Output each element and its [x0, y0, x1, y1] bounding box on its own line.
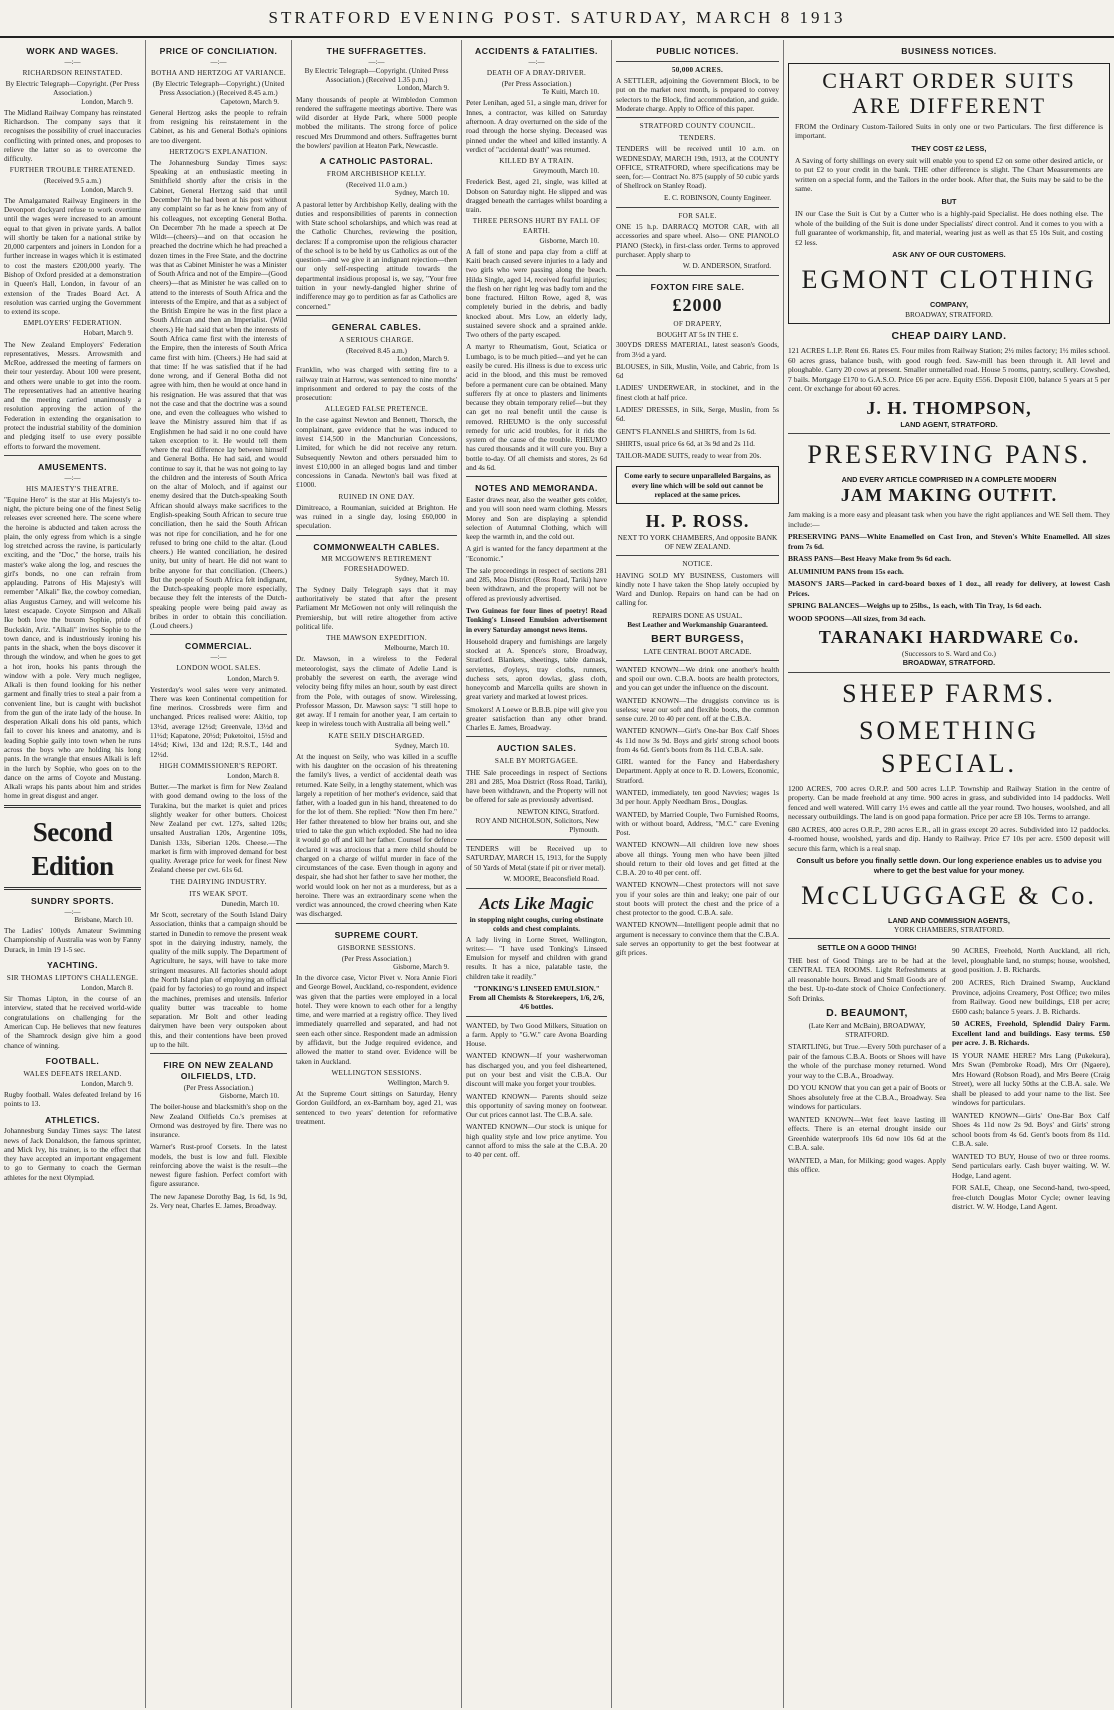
heading-suffragettes: THE SUFFRAGETTES.	[326, 46, 427, 56]
column-accidents: ACCIDENTS & FATALITIES. —:— DEATH OF A DRAY-DRIVER. (Per Press Association.) Te Kuiti, March 10. Peter Lenihan, aged 51, a single man, driver for Innes, a contractor, was killed on Saturday afternoon. A dray overturned on the side of the road through the horse shying. Deceased was pinned under the wheel and killed instantly. A verdict of "accidental death" was returned. KILLED BY A TRAIN. Greymouth, March 10. Frederick Best, aged 21, single, was killed at Dobson on Saturday night. He slipped and was dragged beneath the carriages whilst boarding a train. THREE PERSONS HURT BY FALL OF EARTH. Gisborne, March 10. A fall of stone and papa clay from a cliff at Kaiti beach caused severe injuries to a lady and two girls who were passing along the beach. Hilda Single, aged 14, received fearful injuries; the flesh on her right leg was badly torn and the bone fractured. Hilton Rowe, aged 8, was completely buried in the debris, and badly knocked about. Mrs Low, an elderly lady, sustained severe shock and a sprained ankle. Two others of the party escaped. A martyr to Rheumatism, Gout, Sciatica or Lumbago, is to be much pitied—and yet he can easily be cured. His illness is due to excess uric acid in the blood, and this must be removed before a permanent cure can be obtained. Many sufferers fly at once to plasters and liniments because they obtain temporary relief—but they can get no real benefit until the cause is removed. RHEUMO is the only successful remedy for uric acid troubles, for it rids the system of the cause of the trouble. RHEUMO has cured thousands and it will cure you. Buy a bottle to-day. Of all chemists and stores, 2s 6d and 4s 6d. NOTES AND MEMORANDA. Easter draws near, also the weather gets colder, and you will soon need warm clothing. Messrs Morey and Son are displaying a splendid selection of Autumnal Clothing, which will keep the warmth in, and the cold out. A girl is wanted for the fancy department at the "Economic." The sale proceedings in respect of sections 281 and 285, Moa District (Ross Road, Tariki) have been withdrawn, and the property will not be offered as previously advertised. Two Guineas for four lines of poetry! Read Tonking's Linseed Emulsion advertisement in every Saturday amongst news items. Household drapery and furnishings are largely stocked at A. Spence's store, Broadway, Stratford. Blankets, sheetings, table damask, serviettes, d'oyleys, tray cloths, runners, duchess sets, apron dowlas, glass cloth, honeycomb and Marcella quilts are shown in great variety and marked at lowest prices. Smokers! A Loewe or B.B.B. pipe will give you greater satisfaction than any other brand. Charles E. James, Broadway. AUCTION SALES. SALE BY MORTGAGEE. THE Sale proceedings in respect of Sections 281 and 285, Moa District (Ross Road, Tariki), have been withdrawn, and the Property will not be offered for sale as previously advertised. NEWTON KING, Stratford. ROY AND NICHOLSON, Solicitors, New Plymouth. TENDERS will be Received up to SATURDAY, MARCH 15, 1913, for the Supply of 50 Yards of Metal (state if pit or river metal). W. MOORE, Beaconsfield Road. Acts Like Magic in stopping night coughs, curing obstinate colds and chest complaints. A lady living in Lorne Street, Wellington, writes:— "I have used Tonking's Linseed Emulsion for myself and children with grand results. It has a nice, palatable taste, the children take it readily." "TONKING'S LINSEED EMULSION." From all Chemists & Storekeepers, 1/6, 2/6, 4/6 bottles. WANTED, by Two Good Milkers, Situation on a farm. Apply to "G.W." care Avona Boarding House. WANTED KNOWN—If your washerwoman has discharged you, and you feel disheartened, put on your best and visit the C.B.A. Our discount will make you forget your troubles. WANTED KNOWN— Parents should seize this opportunity of saving money on footwear. Our cut prices cannot last. The C.B.A. sale. WANTED KNOWN—Our stock is unique for high quality style and low price anytime. You cannot afford to miss the sale at the C.B.A. 20 to 40 per cent. off.	[462, 40, 612, 1708]
late-boot-arcade: LATE CENTRAL BOOT ARCADE.	[643, 646, 752, 656]
heading-price-of-conciliation: PRICE OF CONCILIATION.	[159, 46, 278, 56]
chart-suits-title: CHART ORDER SUITS ARE DIFFERENT	[822, 67, 1076, 119]
heading-notes-memoranda: NOTES AND MEMORANDA.	[475, 483, 598, 494]
article-text: "Equine Hero" is the star at His Majesty's to-night, the picture being one of the finest Selig releases ever screened here. The scene where the heroine is abducted and taken across the plain, the only egress from which is a single log stretched across the ravine, is particularly exciting, and the "Doc," the horse, trails his master's wake along the log, and rescues the girl's bonds, no one can refrain from applauding. Patrons of His Majesty's will remember "Alkali" Ike, the cowboy comedian, alias Augustus Carney, and will welcome his latest escapade. Coyote Simpson and Alkali Ike both love the buxom Sophie, pride of Buckskin, Ariz. "Alkali" invites Sophie to the town dance, and is industriously ironing his pants in the shack, when the boys discover it through the window, and when he goes to get a hot iron, hooks his pants through the window with a pole. Very much negligee, Alkali is then found looking for his nether garment and finally tries to steal a pair from a convenient line, but is caught with buckshot from the gun of the irate lady of the house. In desperation Alkali dons his old pants, which fail to cover his knees and anatomy, and is leading Sophie gaily into town when he runs across the boys who are holding his long pants. In the wrangle that ensues Alkali is left in the lurch by Sophie, who goes on to the dance on the arms of Coyote and Mustang. Alkali wraps his pants about him and strides home in great disgust and anger.	[4, 494, 141, 801]
column-suffragettes: THE SUFFRAGETTES. —:— By Electric Telegraph—Copyright. (United Press Association.) (Received 1.35 p.m.) London, March 9. Many thousands of people at Wimbledon Common rendered the suffragette meetings abortive. There was wild disorder at Hyde Park, where 5000 people mobbed the militants. The strong force of police rescued Mrs Drummond and others. Suffragettes burnt the bowlers' pavilion at Heaton Park, Newcastle. A CATHOLIC PASTORAL. FROM ARCHBISHOP KELLY. (Received 11.0 a.m.) Sydney, March 10. A pastoral letter by Archbishop Kelly, dealing with the duties and responsibilities of parents in connection with State school scholarships, and which was read at the Catholic Churches, reviewing the position, declares: If a compromise upon the religious character of the school is to be held by us Catholics as out of the question—and we give it an indignant rejection—then our only self-respecting attitude towards the departmental insidious proposal is, we say, "Your free tuition in your newly-dangled higher shrine of indifference may go to perdition as far as Catholics are concerned." GENERAL CABLES. A SERIOUS CHARGE. (Received 8.45 a.m.) London, March 9. Franklin, who was charged with setting fire to a railway train at Harrow, was sentenced to nine months' imprisonment and ordered to pay the costs of the prosecution: ALLEGED FALSE PRETENCE. In the case against Newton and Bennett, Thorsch, the complainant, gave evidence that he was induced to invest £14,500 in the Manchurian Concessions, Limited, for which he did not receive any return. Subsequently Newton and others persuaded him to invest £10,000 in an alleged bogus land and timber concessions in Canada. Newton's bail was fixed at £1000. RUINED IN ONE DAY. Dimitreaco, a Roumanian, suicided at Brighton. He was ruined in a single day, losing £60,000 in speculation. COMMONWEALTH CABLES. MR MCGOWEN'S RETIREMENT FORESHADOWED. Sydney, March 10. The Sydney Daily Telegraph says that it may authoritatively be stated that after the present Parliament Mr McGowen not only will relinquish the Premiership, but will retire altogether from active political life. THE MAWSON EXPEDITION. Melbourne, March 10. Dr. Mawson, in a wireless to the Federal meteorologist, says the climate of Adelie Land is probably the severest on earth, the average wind velocity being fifty miles an hour, south by east direct from the Pole, with outages of snow. Wirelessing, Professor Masson, Dr. Mawson says: "I still hope to get away. If I remain for another year, I am certain to keep in wireless touch with Australia all being well." KATE SEILY DISCHARGED. Sydney, March 10. At the inquest on Seily, who was killed in a scuffle with his daughter on the occasion of his threatening the family's lives, a verdict of accidental death was returned. Kate Seily, in a lengthy statement, which was largely a repetition of her mother's evidence, said that father, with a loaded gun in his hand, threatened to do for the lot of them. She replied: "Now then I'm here." Her father threatened to blow her brains out, and she tried to take the gun which exploded. She had no idea it would go off and kill her father. Counsel for defence declared it was atrocious that a mere child should be charged on a charge of wilful murder in face of the circumstances of the case. Even though in agony and despair, she had shot her father to save her mother, the world would look on her not as a murderess, but as a heroine. There was an extraordinary scene when the verdict was announced, the crowd cheering when Kate was discharged. SUPREME COURT. GISBORNE SESSIONS. (Per Press Association.) Gisborne, March 9. In the divorce case, Victor Pivet v. Nora Annie Fiori and George Bowel, Auckland, co-respondent, evidence was given that the parties were employed in a local hotel. They were known to each other for a lengthy time, and were married at a registry office. They lived immediately quarrelled and separated, and had not seen each other since. Respondent made an admission by affidavit, but the Judge required evidence, and allowed the matter to stand over. Evidence will be taken in Auckland. WELLINGTON SESSIONS. Wellington, March 9. At the Supreme Court sittings on Saturday, Henry Gordon Guildford, an ex-Barnham boy, aged 21, was sentenced to two years' detention for reformative treatment.	[292, 40, 462, 1708]
heading-commonwealth-cables: COMMONWEALTH CABLES.	[313, 541, 440, 552]
paragraph: The new Japanese Dorothy Bag, 1s 6d, 1s 9d, 2s. Very neat, Charles E. James, Broadway.	[150, 1191, 287, 1210]
wanted-ad: WANTED KNOWN—If your washerwoman has discharged you, and you feel disheartened, put on your best and visit the C.B.A. Our discount will make you forget your troubles.	[466, 1051, 607, 1089]
article-text: Sir Thomas Lipton, in the course of an interview, stated that he received world-wide congratulations on challenging for the American Cup. He believes that new features of the Shamrock design give him a good chance of winning.	[4, 994, 141, 1050]
subhead: WALES DEFEATS IRELAND.	[23, 1069, 122, 1078]
notice-text: TENDERS will be received until 10 a.m. on WEDNESDAY, MARCH 19th, 1913, at the COUNTY OFFICE, STRATFORD, where specifications may be seen, for:— Contract No. 875 (supply of 50 cubic yards of Shellrock on Stanley Road).	[616, 144, 779, 191]
subhead: HIS MAJESTY'S THEATRE.	[25, 484, 120, 493]
sale-item: SHIRTS, usual price 6s 6d, at 3s 9d and 2s 11d.	[616, 438, 755, 448]
column-business-notices: BUSINESS NOTICES. CHART ORDER SUITS ARE DIFFERENT FROM the Ordinary Custom-Tailored Suits in only one or two Particulars. The first difference is important. THEY COST £2 LESS, A Saving of forty shillings on every suit will enable you to spend £2 on some other desired article, or to put £2 to your credit in the bank. THE other difference is slight. The Chart Measurements are written on a special form, and the Tailors in the order book. After that, the Suits may be said to be the same. BUT IN our Case the Suit is Cut by a Cutter who is a highly-paid Specialist. He does nothing else. The whole of the building of the Suit is done under Specialists' direct control. And it comes to you with a full guarantee of workmanship, fit, and material, wearing just as well as that £5 10s Suit, and costing £2 less. ASK ANY OF OUR CUSTOMERS. EGMONT CLOTHING COMPANY, BROADWAY, STRATFORD. CHEAP DAIRY LAND. 121 ACRES L.I.P. Rent £6. Rates £5. Four miles from Railway Station; 2½ miles factory; 1½ miles school. 60 acres grass, balance bush, with good rough feed. Saw-mill has been through it. All level and ploughable. Carry 20 cows at present. Smaller unmetalled road. House 5 rooms, pantry, scullery. Cowshed, 7 bails. Mortgage £170 to G.A.S.O. Price £6 per acre. Equity £556. Deposit £100, balance 5 years at 5 per cent. Or exchange for about 60 acres. J. H. THOMPSON, LAND AGENT, STRATFORD. PRESERVING PANS. AND EVERY ARTICLE COMPRISED IN A COMPLETE MODERN JAM MAKING OUTFIT. Jam making is a more easy and pleasant task when you have the right appliances and WE Sell them. They include:— PRESERVING PANS—White Enamelled on Cast Iron, and Steven's White Enamelled. All sizes from 7s 6d. BRASS PANS—Best Heavy Make from 9s 6d each. ALUMINIUM PANS from 15s each. MASON'S JARS—Packed in card-board boxes of 1 doz., all ready for delivery, at lowest Cash Prices. SPRING BALANCES—Weighs up to 25lbs., 1s each, with Tin Tray, 1s 6d each. WOOD SPOONS—All sizes, from 3d each. TARANAKI HARDWARE Co. (Successors to S. Ward and Co.) BROADWAY, STRATFORD. SHEEP FARMS. SOMETHING SPECIAL. 1200 ACRES, 700 acres O.R.P. and 500 acres L.I.P. Township and Railway Station in the centre of property. Can be made freehold at any time. 900 acres in grass, and subdivided into 14 paddocks. Well fenced and well watered. Will carry 1½ ewes and cattle all the year round. Two houses, woolshed, and all necessary outbuildings. The land is on good papa formation. Price per acre £8 10s. Terms to arrange. 680 ACRES, 400 acres O.R.P., 280 acres E.R., all in grass except 20 acres. Subdivided into 12 paddocks. 4-roomed house, woolshed, yards and dip. Handy to Railway. Price £7 10s per acre. £500 deposit will secure this farm, which is a real snap. Consult us before you finally settle down. Our long experience enables us to advise you where to get the best value for your money. McCLUGGAGE & Co. LAND AND COMMISSION AGENTS, YORK CHAMBERS, STRATFORD. SETTLE ON A GOOD THING! THE best of Good Things are to be had at the CENTRAL TEA ROOMS. Light Refreshments at all reasonable hours. Bread and Small Goods are of the best. Up-to-date stock of Choice Confectionery. Soft Drinks. D. BEAUMONT, (Late Kerr and McBain), BROADWAY, STRATFORD. STARTLING, but True.—Every 50th purchaser of a pair of the famous C.B.A. Boots or Shoes will have the whole of the purchase money returned. Wond your way to the C.B.A., Broadway. DO YOU KNOW that you can get a pair of Boots or Shoes absolutely free at the C.B.A., Broadway. Sea windows for particulars. WANTED KNOWN—Wet feet leave lasting ill effects. There is an eternal drought inside our Greenhide waterproofs 10s 6d now 10s 6d at the C.B.A. sale. WANTED, a Man, for Milking; good wages. Apply this office. 90 ACRES, Freehold, North Auckland, all rich, level, ploughable land, no stumps; house, woolshed, good position. J. B. Richards. 200 ACRES, Rich Drained Swamp, Auckland Province, adjoins Creamery, Post Office; two miles from Railway. Good new buildings, £18 per acre; £600 cash; balance 5 years. J. B. Richards. 50 ACRES, Freehold, Splendid Dairy Farm. Excellent land and buildings. Easy terms. £50 per acre. J. B. Richards. IS YOUR NAME HERE? Mrs Lang (Pukekura), Mrs Swan (Pembroke Road), Mrs Orr (Ngaere), Mrs Howard (Robson Road), and Mrs Beere (Craig Street), were all lucky 50ths at the C.B.A. sale. We shall be pleased to add your name to the list. See windows for particulars. WANTED KNOWN—Girls' One-Bar Box Calf Shoes 4s 11d now 2s 9d. Boys' and Girls' strong school boots from 4s 6d. Gent's boots from 8s 11d. C.B.A. sale. WANTED TO BUY, House of two or three rooms. Send particulars early. Cash buyer waiting. W. W. Hodge, Land agent. FOR SALE, Cheap, one Second-hand, two-speed, free-clutch Douglas Motor Cycle; owner leaving district. W. W. Hodge, Land Agent.	[788, 46, 1110, 1212]
paragraph: The sale proceedings in respect of sections 281 and 285, Moa District (Ross Road, Tariki) have been withdrawn, and the property will not be offered as previously advertised.	[466, 565, 607, 603]
notice-text: ONE 15 h.p. DARRACQ MOTOR CAR, with all accessories and spare wheel. Also— ONE PIANOLO PIANO (Steck), in first-class order. Terms to approved purchaser. Apply sharp to	[616, 222, 779, 259]
fire-sale-note: BOUGHT AT 5s IN THE £.	[656, 330, 739, 340]
dateline: London, March 8.	[227, 771, 279, 780]
fire-sale-box: Come early to secure unparalleled Bargains, as every line which will be sold out cannot be replaced at the same prices.	[616, 466, 779, 504]
repairs-line: REPAIRS DONE AS USUAL.	[652, 610, 743, 620]
advert-rheumo: A martyr to Rheumatism, Gout, Sciatica or Lumbago, is to be much pitied—and yet he can easily be cured. His illness is due to excess uric acid in the blood, and this must be removed before a permanent cure can be obtained. Many sufferers fly at once to plasters and liniments because they obtain temporary relief—but they can get no real benefit until the cause is removed. RHEUMO is the only successful remedy for uric acid troubles, for it rids the system of the cause of the trouble. RHEUMO has cured thousands and it will cure you. Buy a bottle to-day. Of all chemists and stores, 2s 6d and 4s 6d.	[466, 342, 607, 472]
pans-item: MASON'S JARS—Packed in card-board boxes of 1 doz., all ready for delivery, at lowest Cash Prices.	[788, 579, 1110, 598]
article-text: Dimitreaco, a Roumanian, suicided at Brighton. He was ruined in a single day, losing £60,000 in speculation.	[296, 502, 457, 531]
column-work-wages: WORK AND WAGES. —:— RICHARDSON REINSTATED. By Electric Telegraph—Copyright. (Per Press Association.) London, March 9. The Midland Railway Company has reinstated Richardson. The company says that it recognises the possibility of cruel inaccuracies conflicting with printed ones, and proposes to relieve the latter so as to overcome the difficulty. FURTHER TROUBLE THREATENED. (Received 9.5 a.m.) London, March 9. The Amalgamated Railway Engineers in the Devonport dockyard refuse to work overtime until the wages were increased to an amount equal to that given in private yards. A ballot will shortly be taken for a national strike by 20,000 carpenters and joiners in London for a further increase in wages which it is estimated to cost the masters £200,000 yearly. The Bishop of Oxford presided at a demonstration in Queen's Hall, London, in favour of an extension of the Trades Board Act. A resolution was carried urging the Government to extend its scope. EMPLOYERS' FEDERATION. Hobart, March 9. The New Zealand Employers' Federation representatives, Messrs. Arrowsmith and McRoe, addressed the meeting of farmers on their tour yesterday. About 100 were present, and others were unable to get into the room. The representatives had an attentive hearing and the meeting carried unanimously a resolution approving the action of the Federation in extending the organisation to protect the industrial stability of the dominion and pledging itself to use every possible efforts to forward the movement. AMUSEMENTS. —:— HIS MAJESTY'S THEATRE. "Equine Hero" is the star at His Majesty's to-night, the picture being one of the finest Selig releases ever screened here. The scene where the heroine is abducted and taken across the plain, the only egress from which is a single log stretched across the ravine, is particularly exciting, and the "Doc," the horse, trails his master's wake along the log, and rescues the girl's bonds, no one can refrain from applauding. Patrons of His Majesty's will remember "Alkali" Ike, the cowboy comedian, alias Augustus Carney, and will welcome his latest escapade. Coyote Simpson and Alkali Ike both love the buxom Sophie, pride of Buckskin, Ariz. "Alkali" invites Sophie to the town dance, and is industriously ironing his pants in the shack, when the boys discover it through the window, and when he goes to get a hot iron, hooks his pants through the window with a pole. Very much negligee, Alkali is then found looking for his nether garment and finally tries to steal a pair from a convenient line, but is caught with buckshot from the gun of the irate lady of the house. In desperation Alkali dons his old pants, which fail to cover his knees and anatomy, and is leading Sophie gaily into town when he runs across the boys who are holding his long pants. In the wrangle that ensues Alkali is left in the lurch by Sophie, who goes on to the dance on the arms of Coyote and Mustang. Alkali wraps his pants about him and strides home in great disgust and anger. Second Edition SUNDRY SPORTS. —:— Brisbane, March 10. The Ladies' 100yds Amateur Swimming Championship of Australia was won by Fanny Durack, in 1min 19 1-5 sec. YACHTING. SIR THOMAS LIPTON'S CHALLENGE. London, March 8. Sir Thomas Lipton, in the course of an interview, stated that he received world-wide congratulations on challenging for the American Cup. He believes that new features of the Shamrock design give him a good chance of winning. FOOTBALL. WALES DEFEATS IRELAND. London, March 9. Rugby football. Wales defeated Ireland by 16 points to 13. ATHLETICS. Johannesburg Sunday Times says: The latest news of Jack Donaldson, the famous sprinter, and Mick Ivy, his trainer, is to the effect that they have accepted an important engagement to go to Germany to coach the German athletes for the next Olympiad.	[0, 40, 146, 1708]
tender-notice: TENDERS will be Received up to SATURDAY, MARCH 15, 1913, for the Supply of 50 Yards of Metal (state if pit or river metal).	[466, 844, 607, 872]
paragraph: Smokers! A Loewe or B.B.B. pipe will give you greater satisfaction than any other brand. Charles E. James, Broadway.	[466, 704, 607, 733]
subhead: STRATFORD COUNTY COUNCIL.	[639, 122, 756, 131]
masthead-title: STRATFORD EVENING POST. SATURDAY, MARCH 8 1913	[268, 8, 846, 27]
signature: NEWTON KING, Stratford.	[517, 807, 599, 816]
column-public-notices	[612, 40, 784, 1708]
heading-catholic-pastoral: A CATHOLIC PASTORAL.	[319, 156, 434, 167]
subhead: NOTICE.	[682, 560, 713, 569]
byline: (By Electric Telegraph—Copyright.) (United Press Association.) (Received 8.45 a.m.)	[152, 79, 285, 98]
subhead: 50,000 ACRES.	[671, 65, 724, 74]
cheap-dairy-land: CHEAP DAIRY LAND.	[891, 330, 1007, 342]
wanted-ad: WANTED KNOWN—We drink one another's health and spoil our own. C.B.A. boots are health protectors, and you can get under the influence on the discount.	[616, 664, 779, 693]
dairy-text: 121 ACRES L.I.P. Rent £6. Rates £5. Four miles from Railway Station; 2½ miles factory; 1½ miles school. 60 acres grass, balance bush, with good rough feed. Saw-mill has been through it. All level and ploughable. Carry 20 cows at present. Smaller unmetalled road. House 5 rooms, pantry, scullery. Cowshed, 7 bails. Mortgage £170 to G.A.S.O. Price £6 per acre. Equity £556. Deposit £100, balance 5 years at 5 per cent. Or exchange for about 60 acres.	[788, 346, 1110, 394]
subhead: GISBORNE SESSIONS.	[337, 943, 416, 952]
second-edition-banner: Second Edition	[31, 816, 114, 881]
sheep-farms: SHEEP FARMS.	[842, 678, 1056, 708]
heading-football: FOOTBALL.	[45, 1055, 100, 1066]
article-text: Yesterday's wool sales were very animated. There was keen Continental competition for fine merinos. Crossbreds were firm and unchanged. Prices realised were: Akitio, top 13½d, average 12½d; Greenvale, 13½d and 11½d; Kapatone, 20½d; Puketoitoi, 15½d and 14½d; Kiwi, 13d and 12d; R.S.T., 14d and 12½d.	[150, 684, 287, 759]
dateline: London, March 9.	[397, 355, 449, 364]
received: (Received 9.5 a.m.)	[43, 176, 102, 186]
heading-accidents: ACCIDENTS & FATALITIES.	[475, 46, 598, 56]
article-text: The Sydney Daily Telegraph says that it may authoritatively be stated that after the present Parliament Mr McGowen not only will relinquish the Premiership, but will retire altogether from active political life.	[296, 584, 457, 631]
article-text: In the divorce case, Victor Pivet v. Nora Annie Fiori and George Bowel, Auckland, co-respondent, evidence was given that the parties were employed in a local hotel. They were known to each other for a lengthy time, and were married at a registry office. They lived immediately quarrelled and separated, and had not seen each other since. Respondent made an admission by affidavit, but the Judge required evidence, and allowed the matter to stand over. Evidence will be taken in Auckland.	[296, 973, 457, 1066]
subhead: TENDERS.	[679, 134, 716, 143]
mccluggage: McCLUGGAGE & Co.	[801, 880, 1097, 910]
subhead: SIR THOMAS LIPTON'S CHALLENGE.	[6, 973, 139, 982]
bert-burgess: BERT BURGESS,	[651, 633, 744, 646]
subhead: BOTHA AND HERTZOG AT VARIANCE.	[151, 68, 286, 77]
article-text: Franklin, who was charged with setting fire to a railway train at Harrow, was sentenced to nine months' imprisonment and ordered to pay the costs of the prosecution:	[296, 365, 457, 403]
article-text: In the case against Newton and Bennett, Thorsch, the complainant, gave evidence that he was induced to invest £14,500 in the Manchurian Concessions, Limited, for which he did not receive any return. Subsequently Newton and others persuaded him to invest £10,000 in an alleged bogus land and timber concessions in Canada. Newton's bail was fixed at £1000.	[296, 415, 457, 490]
article-text: The Ladies' 100yds Amateur Swimming Championship of Australia was won by Fanny Durack, in 1min 19 1-5 sec.	[4, 926, 141, 954]
dateline: Brisbane, March 10.	[74, 916, 133, 925]
pans-item: SPRING BALANCES—Weighs up to 25lbs., 1s each, with Tin Tray, 1s 6d each.	[788, 601, 1042, 611]
magic-sub: in stopping night coughs, curing obstinate colds and chest complaints.	[469, 914, 604, 934]
subhead: MR MCGOWEN'S RETIREMENT FORESHADOWED.	[321, 555, 432, 573]
sale-item: 300YDS DRESS MATERIAL, latest season's Goods, from 3½d a yard.	[616, 340, 779, 359]
notice-text: A SETTLER, adjoining the Government Block, to be put on the market next month, is prepared to convey selectors to the Block, find accommodation, and guide. Moderate charge. Apply to Office of this paper.	[616, 76, 779, 113]
subhead: HERTZOG'S EXPLANATION.	[169, 147, 268, 156]
paragraph: Two Guineas for four lines of poetry! Read Tonking's Linseed Emulsion advertisement in every Saturday amongst news items.	[466, 606, 607, 634]
guarantee-line: Best Leather and Workmanship Guaranteed.	[627, 619, 768, 629]
wanted-ad: WANTED KNOWN—Intelligent people admit that no argument is necessary to convince them that the C.B.A. sale serves an opportunity to get the best footwear at gift prices.	[616, 920, 779, 958]
article-text: Dr. Mawson, in a wireless to the Federal meteorologist, says the climate of Adelie Land is probably the severest on earth, the average wind velocity being fifty miles an hour, south by east direct from the Pole, with outages of snow. Wirelessing, Professor Masson, Dr. Mawson says: "I still hope to get away. If I remain for another year, I am certain to keep in wireless touch with Australia all being well."	[296, 654, 457, 729]
byline: (Per Press Association.)	[183, 1082, 254, 1092]
dateline: Capetown, March 9.	[220, 97, 279, 106]
magic-product: "TONKING'S LINSEED EMULSION."	[473, 983, 600, 993]
dateline: Gisborne, March 10.	[539, 236, 599, 245]
heading-athletics: ATHLETICS.	[45, 1114, 100, 1125]
wanted-ad: WANTED KNOWN—The druggists convince us is useless; wear our soft and flexible boots, the common sense cure. 20 to 40 per cent. off at the C.B.A.	[616, 695, 779, 724]
heading-public-notices: PUBLIC NOTICES.	[656, 46, 739, 56]
article-text: THE Sale proceedings in respect of Sections 281 and 285, Moa District (Ross Road, Tariki), have been withdrawn, and the Property will not be offered for sale as previously advertised.	[466, 767, 607, 805]
dateline: Hobart, March 9.	[83, 329, 133, 338]
dateline: Greymouth, March 10.	[533, 167, 599, 176]
subhead: THREE PERSONS HURT BY FALL OF EARTH.	[472, 217, 601, 235]
heading-supreme-court: SUPREME COURT.	[334, 929, 419, 940]
article-text: Mr Scott, secretary of the South Island Dairy Association, thinks that a campaign should be started in Dunedin to remove the present weak spot in the dairying industry, namely, the quality of the milk supply. The Department of Agriculture, he says, will have to take more stringent measures. All factories should adopt the North Island plan of employing an official (paid for by factories) to go round and inspect the machines, premises and utensils. Inferior quality butter was traceable to home separation. Mr Bolt and other leading dairymen have been very outspoken about this, and their contentions have been proved up to the hilt.	[150, 910, 287, 1049]
dateline: London, March 9.	[81, 185, 133, 194]
egmont-clothing: EGMONT CLOTHING	[801, 265, 1097, 295]
subhead: RICHARDSON REINSTATED.	[22, 68, 123, 77]
subhead: A SERIOUS CHARGE.	[339, 335, 414, 344]
sale-item: TAILOR-MADE SUITS, ready to wear from 20s.	[616, 451, 762, 461]
heading-auction-sales: AUCTION SALES.	[496, 743, 577, 754]
preserving-pans: PRESERVING PANS.	[807, 440, 1091, 470]
subhead: RUINED IN ONE DAY.	[338, 492, 415, 501]
article-text: Frederick Best, aged 21, single, was killed at Dobson on Saturday night. He slipped and was dragged beneath the carriages whilst boarding a train.	[466, 177, 607, 215]
article-text: Many thousands of people at Wimbledon Common rendered the suffragette meetings abortive. There was wild disorder at Hyde Park, where 5000 people mobbed the militants. The strong force of police rescued Mrs Drummond and others. Suffragettes burnt the bowlers' pavilion at Heaton Park, Newcastle.	[296, 94, 457, 150]
dateline: London, March 9.	[81, 1079, 133, 1088]
heading-general-cables: GENERAL CABLES.	[331, 321, 422, 332]
byline: By Electric Telegraph—Copyright. (United Press Association.) (Received 1.35 p.m.)	[304, 65, 449, 85]
heading-business-notices: BUSINESS NOTICES.	[901, 46, 997, 56]
dateline: Gisborne, March 9.	[393, 962, 449, 971]
wanted-ad: WANTED KNOWN— Parents should seize this opportunity of saving money on footwear. Our cut prices cannot last. The C.B.A. sale.	[466, 1091, 607, 1120]
heading-work-wages: WORK AND WAGES.	[26, 46, 119, 56]
d-beaumont: D. BEAUMONT,	[826, 1007, 908, 1020]
article-text: At the Supreme Court sittings on Saturday, Henry Gordon Guildford, an ex-Barnham boy, aged 21, was sentenced to two years' detention for reformative treatment.	[296, 1089, 457, 1126]
subhead: THE MAWSON EXPEDITION.	[326, 634, 427, 643]
foxton-fire-sale: FOXTON FIRE SALE.	[650, 282, 745, 293]
signature: E. C. ROBINSON, County Engineer.	[663, 193, 771, 202]
dateline: Sydney, March 10.	[394, 741, 449, 750]
magic-text: A lady living in Lorne Street, Wellington, writes:— "I have used Tonking's Linseed Emulsion for myself and children with grand results. It has a nice, palatable taste, the children take it readily."	[466, 934, 607, 981]
dateline: Dunedin, March 10.	[221, 900, 279, 908]
dateline: London, March 9.	[227, 674, 279, 683]
subhead: ITS WEAK SPOT.	[189, 889, 248, 898]
sale-item: LADIES' UNDERWEAR, in stockinet, and in the finest cloth at half price.	[616, 383, 779, 402]
wanted-ad: WANTED KNOWN—Our stock is unique for high quality style and low price anytime. You cannot afford to miss the sale at the C.B.A. 20 to 40 per cent. off.	[466, 1122, 607, 1160]
hp-ross-address: NEXT TO YORK CHAMBERS, And opposite BANK OF NEW ZEALAND.	[617, 532, 778, 552]
wanted-ad: WANTED, by Married Couple, Two Furnished Rooms, with or without board, Address, "M.C." care Evening Post.	[616, 809, 779, 838]
subhead: ALLEGED FALSE PRETENCE.	[324, 405, 429, 414]
heading-yachting: YACHTING.	[47, 960, 98, 970]
article-text: At the inquest on Seily, who was killed in a scuffle with his daughter on the occasion of his threatening the family's lives, a verdict of accidental death was returned. Kate Seily, in a lengthy statement, which was largely a repetition of her mother's evidence, said that father, with a loaded gun in his hand, threatened to do for the lot of them. She replied: "Now then I'm here." Her father threatened to blow her brains out, and she tried to take the gun which exploded. She had no idea it would go off and kill her father. Counsel for defence declared it was atrocious that a mere child should be charged on a charge of wilful murder in face of the circumstances of the case. Even though in agony and despair, she had shot her father to save her mother, the world would look on her not as a murderess, but as a heroine. There was an extraordinary scene when the verdict was announced, the crowd cheering when Kate was discharged.	[296, 751, 457, 919]
subhead: THE DAIRYING INDUSTRY.	[170, 877, 267, 886]
magic-buy: From all Chemists & Storekeepers, 1/6, 2/6, 4/6 bottles.	[468, 993, 605, 1012]
something-special: SOMETHING SPECIAL.	[858, 715, 1040, 778]
heading-fire-oilfields: FIRE ON NEW ZEALAND OILFIELDS, LTD.	[163, 1060, 274, 1082]
heading-sundry-sports: SUNDRY SPORTS.	[31, 896, 114, 907]
heading-commercial: COMMERCIAL.	[184, 641, 253, 652]
subhead: SALE BY MORTGAGEE.	[494, 757, 579, 766]
paragraph: A girl is wanted for the fancy department at the "Economic."	[466, 544, 607, 563]
pans-item: ALUMINIUM PANS from 15s each.	[788, 566, 904, 576]
article-text: The Midland Railway Company has reinstated Richardson. The company says that it recognises the possibility of cruel inaccuracies conflicting with printed ones, and proposes to relieve the latter so as to overcome the difficulty.	[4, 107, 141, 164]
subhead: EMPLOYERS' FEDERATION.	[23, 319, 122, 328]
paragraph: Easter draws near, also the weather gets colder, and you will soon need warm clothing. Messrs Morey and Son are displaying a splendid selection of Autumnal Clothing, which will keep the warmth in, and the cold out.	[466, 495, 607, 542]
dateline: London, March 8.	[81, 984, 133, 993]
wanted-ad: WANTED, by Two Good Milkers, Situation on a farm. Apply to "G.W." care Avona Boarding House.	[466, 1020, 607, 1049]
wanted-ad: WANTED, immediately, ten good Navvies; wages 1s 3d per hour. Apply Needham Bros., Douglas.	[616, 788, 779, 807]
taranaki-hardware: TARANAKI HARDWARE Co.	[818, 627, 1080, 648]
jh-thompson: J. H. THOMPSON,	[866, 397, 1032, 418]
article-text: The New Zealand Employers' Federation representatives, Messrs. Arrowsmith and McRoe, addressed the meeting of farmers on their tour yesterday. About 100 were present, and others were unable to get into the room. The representatives had an attentive hearing and the meeting carried unanimously a resolution approving the action of the Federation in extending the organisation to protect the industrial stability of the dominion and pledging itself to use every possible efforts to forward the movement.	[4, 339, 141, 451]
dateline: Sydney, March 10.	[394, 574, 449, 583]
article-text: General Hertzog asks the people to refrain from resigning his reinstatement in the Cabinet, as his and General Botha's opinions are too divergent.	[150, 107, 287, 145]
subhead: FURTHER TROUBLE THREATENED.	[9, 166, 136, 175]
article-text: Peter Lenihan, aged 51, a single man, driver for Innes, a contractor, was killed on Saturday afternoon. A dray overturned on the side of the road through the horse shying. Deceased was pinned under the wheel and killed instantly. A verdict of "accidental death" was returned.	[466, 98, 607, 154]
byline: By Electric Telegraph—Copyright. (Per Press Association.)	[5, 79, 140, 98]
dateline: Gisborne, March 10.	[219, 1092, 279, 1101]
article-text: The Amalgamated Railway Engineers in the Devonport dockyard refuse to work overtime until the wages were increased to an amount equal to that given in private yards. A ballot will shortly be taken for a national strike by 20,000 carpenters and joiners in London for a further increase in wages which it is estimated to cost the masters £200,000 yearly. The Bishop of Oxford presided at a demonstration in Queen's Hall, London, in favour of an extension of the Trades Board Act. A resolution was carried urging the Government to extend its scope.	[4, 195, 141, 317]
chart-suits-ad: CHART ORDER SUITS ARE DIFFERENT FROM the Ordinary Custom-Tailored Suits in only one or two Particulars. The first difference is important. THEY COST £2 LESS, A Saving of forty shillings on every suit will enable you to spend £2 on some other desired article, or to put £2 to your credit in the bank. THE other difference is slight. The Chart Measurements are written on a special form, and the Tailors in the order book. After that, the Suits may be said to be the same. BUT IN our Case the Suit is Cut by a Cutter who is a highly-paid Specialist. He does nothing else. The whole of the building of the Suit is done under Specialists' direct control. And it comes to you with a full guarantee of workmanship, fit, and material, wearing just as well as that £5 10s Suit, and costing £2 less. ASK ANY OF OUR CUSTOMERS. EGMONT CLOTHING COMPANY, BROADWAY, STRATFORD.	[788, 63, 1110, 324]
pans-item: BRASS PANS—Best Heavy Make from 9s 6d each.	[788, 554, 952, 564]
notice-text: HAVING SOLD MY BUSINESS, Customers will kindly note I have taken the Shop lately occupied by Ward and Dunlop. Repairs on hand can be had on calling for.	[616, 570, 779, 608]
paragraph: Household drapery and furnishings are largely stocked at A. Spence's store, Broadway, Stratford. Blankets, sheetings, table damask, serviettes, d'oyleys, tray cloths, runners, duchess sets, apron dowlas, glass cloth, honeycomb and Marcella quilts are shown in great variety and marked at lowest prices.	[466, 636, 607, 702]
subhead: WELLINGTON SESSIONS.	[331, 1068, 422, 1077]
article-text: Rugby football. Wales defeated Ireland by 16 points to 13.	[4, 1089, 141, 1109]
subhead: LONDON WOOL SALES.	[176, 664, 261, 673]
article-text: Johannesburg Sunday Times says: The latest news of Jack Donaldson, the famous sprinter, and Mick Ivy, his trainer, is to the effect that they have accepted an important engagement to go to Germany to coach the German athletes for the next Olympiad.	[4, 1126, 141, 1182]
pans-item: WOOD SPOONS—All sizes, from 3d each.	[788, 613, 926, 623]
wanted-ad: WANTED KNOWN—All children love new shoes above all things. Young men who have been jilted should return to their old loves and get fitted at the C.B.A. 20 to 40 per cent. off.	[616, 840, 779, 878]
signature: W. MOORE, Beaconsfield Road.	[503, 874, 599, 883]
signature: ROY AND NICHOLSON, Solicitors, New Plymouth.	[475, 816, 599, 834]
sale-item: BLOUSES, in Silk, Muslin, Voile, and Cabric, from 1s 6d	[616, 361, 779, 381]
article-text: The Johannesburg Sunday Times says: Speaking at an enthusiastic meeting in Smithfield shortly after the crisis in the Cabinet, General Hertzog said that until December 7th he had been at his post without any complaint so far as he knew from any of his colleagues, not excepting General Botha. On December 7th he made a speech at De Wildt—(cheers)—and on that occasion he preached the doctrine which he had preached a dozen times in the Free State, and the doctrine was that as Cabinet Minister he was a Minister of South Africa and not of the Empire—(Good cheers)—that as Minister he was called on to attend to the interests of South Africa and the interests of the Empire, and that as a subject of the British Empire he was in the first place a South African and then an Imperialist. (Wild cheers.) He had said that when the interests of South Africa came first with the interests of the Empire, then the interests of South Africa came first with him. (Cheers.) He had said at that time: If he was satisfied that if he had done wrong, and if General Botha did not agree with him, then he would at once hand in his resignation. He was assured that that was not the case and that the doctrine was a sound one, and even the colleagues who wished to leave the Ministry assured him that if as Englishmen he had said it no one could have taken exception to it. He would tell them where the real difference lay between himself and General Botha. He had said, and would continue to say it, that he was not going to lay the children and the interests of South Africa on the altar of Moloch, and if against our enemy desired that the Dutch-speaking South African should always make sacrifices to the English-speaking South African to secure true conciliation, then he said the South African was not ripe for conciliation, and he for one refused to bring one child to the altar. (Loud cheers.) He wanted conciliation, he desired unity, but unity of heart. He did not want to bribe anyone for that conciliation. (Cheers.) But the people of South Africa felt indignant, the Dutch-speaking people more especially, because they felt the interests of the Dutch-speaking people were being paid away as bribes in order to obtain this conciliation. (Loud cheers.)	[150, 157, 287, 631]
dateline: Wellington, March 9.	[387, 1078, 449, 1087]
article-text: A fall of stone and papa clay from a cliff at Kaiti beach caused severe injuries to a lady and two girls who were passing along the beach. Hilda Single, aged 14, received fearful injuries; the flesh on her right leg was badly torn and the bone fractured. Hilton Rowe, aged 8, was completely buried in the debris, and badly knocked about. Mrs Low, an elderly lady, sustained severe shock and a sprained ankle. Two others of the party escaped.	[466, 246, 607, 340]
dateline: Melbourne, March 10.	[384, 644, 449, 653]
masthead	[0, 0, 1114, 38]
jam-making-outfit: JAM MAKING OUTFIT.	[840, 485, 1058, 506]
subhead: KILLED BY A TRAIN.	[499, 157, 574, 166]
dateline: Te Kuiti, March 10.	[542, 88, 599, 97]
dateline: London, March 9.	[81, 97, 133, 106]
received: (Received 8.45 a.m.)	[346, 345, 407, 355]
sale-item: GENT'S FLANNELS and SHIRTS, from 1s 6d.	[616, 426, 756, 436]
signature: W. D. ANDERSON, Stratford.	[682, 262, 771, 271]
article-text: A pastoral letter by Archbishop Kelly, dealing with the duties and responsibilities of parents in connection with State school scholarships, and which was read at the Catholic Churches, reviewing the position, declares: If a compromise upon the religious character of the school is to be held by us Catholics as out of the question—and we give it an indignant rejection—then our only self-respecting attitude towards the departmental insidious proposal is, we say, "Your free tuition in your newly-dangled higher shrine of indifference may go to perdition as far as Catholics are concerned."	[296, 199, 457, 311]
article-text: The boiler-house and blacksmith's shop on the New Zealand Oilfields Co.'s premises at Ormond was destroyed by fire. There was no insurance.	[150, 1102, 287, 1140]
acts-like-magic-title: Acts Like Magic	[479, 893, 594, 913]
subhead: OF DRAPERY,	[673, 319, 722, 328]
subhead: KATE SEILY DISCHARGED.	[328, 731, 425, 740]
fire-sale-amount: £2000	[672, 295, 723, 316]
heading-amusements: AMUSEMENTS.	[37, 461, 107, 472]
settle-title: SETTLE ON A GOOD THING!	[817, 943, 917, 953]
subhead: HIGH COMMISSIONER'S REPORT.	[159, 761, 278, 770]
dateline: London, March 9.	[397, 84, 449, 93]
subhead: FOR SALE.	[678, 211, 717, 220]
wanted-ad: WANTED KNOWN—Chest protectors will not save you if your soles are thin and leaky; one pair of our stout boots will protect the chest and the price of a chest protector to the good. C.B.A. sale.	[616, 880, 779, 918]
wanted-ad: WANTED KNOWN—Girl's One-bar Box Calf Shoes 4s 11d now 3s 9d. Boys and girls' strong school boots from 4s 6d. Gent's boots from 8s 11d. C.B.A. sale.	[616, 726, 779, 754]
column-conciliation: PRICE OF CONCILIATION. —:— BOTHA AND HERTZOG AT VARIANCE. (By Electric Telegraph—Copyright.) (United Press Association.) (Received 8.45 a.m.) Capetown, March 9. General Hertzog asks the people to refrain from resigning his reinstatement in the Cabinet, as his and General Botha's opinions are too divergent. HERTZOG'S EXPLANATION. The Johannesburg Sunday Times says: Speaking at an enthusiastic meeting in Smithfield shortly after the crisis in the Cabinet, General Hertzog said that until December 7th he had been at his post without any complaint so far as he knew from any of his colleagues, not excepting General Botha. On December 7th he made a speech at De Wildt—(cheers)—and on that occasion he preached the doctrine which he had preached a dozen times in the Free State, and the doctrine was that as Cabinet Minister he was a Minister of South Africa and not of the Empire—(Good cheers)—that as Minister he was called on to attend to the interests of South Africa and the interests of the Empire, and that as a subject of the British Empire he was in the first place a South African and then an Imperialist. (Wild cheers.) He had said that when the interests of South Africa came first with the interests of the Empire, then the interests of South Africa came first with him. (Cheers.) He had said at that time: If he was satisfied that if he had done wrong, and if General Botha did not agree with him, then he would at once hand in his resignation. He was assured that that was not the case and that the doctrine was a sound one, and even the colleagues who wished to leave the Ministry assured him that if as Englishmen he had said it no one could have taken exception to it. He would tell them where the real difference lay between himself and General Botha. He had said, and would continue to say it, that he was not going to lay the children and the interests of South Africa on the altar of Moloch, and if against our enemy desired that the Dutch-speaking South African should always make sacrifices to the English-speaking South African to secure true conciliation, then he said the South African was not ripe for conciliation, and he for one refused to bring one child to the altar. (Loud cheers.) He wanted conciliation, he desired unity, but unity of heart. He did not want to bribe anyone for that conciliation. (Cheers.) But the people of South Africa felt indignant, the Dutch-speaking people more especially, because they felt the interests of the Dutch-speaking people were being paid away as bribes in order to obtain this conciliation. (Loud cheers.) COMMERCIAL. —:— LONDON WOOL SALES. London, March 9. Yesterday's wool sales were very animated. There was keen Continental competition for fine merinos. Crossbreds were firm and unchanged. Prices realised were: Akitio, top 13½d, average 12½d; Greenvale, 13½d and 11½d; Kapatone, 20½d; Puketoitoi, 15½d and 14½d; Kiwi, 13d and 12d; R.S.T., 14d and 12½d. HIGH COMMISSIONER'S REPORT. London, March 8. Butter.—The market is firm for New Zealand with good demand owing to the loss of the Turakina, but the market is quiet and prices slightly weaker for other butters. Choicest New Zealand per cwt. 127s, salted 120s; unsalted Australian 120s, Argentine 109s, Danish 133s, Siberian 120s. Cheese.—The market is firm with improved demand for best quality. Average price for week for finest New Zealand cheese per cwt. 61s 6d. THE DAIRYING INDUSTRY. ITS WEAK SPOT. Dunedin, March 10. Mr Scott, secretary of the South Island Dairy Association, thinks that a campaign should be started in Dunedin to remove the present weak spot in the dairying industry, namely, the quality of the milk supply. The Department of Agriculture, he says, will have to take more stringent measures. All factories should adopt the North Island plan of employing an official (paid for by factories) to go round and inspect the machines, premises and utensils. Inferior quality butter was traceable to home separation. Mr Bolt and other leading dairymen have been very outspoken about this, and their contentions have been proved up to the hilt. FIRE ON NEW ZEALAND OILFIELDS, LTD. (Per Press Association.) Gisborne, March 10. The boiler-house and blacksmith's shop on the New Zealand Oilfields Co.'s premises at Ormond was destroyed by fire. There was no insurance. Warner's Rust-proof Corsets. In the latest models, the bust is low and full. Flexible reinforcing above the waist is the result—the newest figure fashion. Perfect comfort with figure assurance. The new Japanese Dorothy Bag, 1s 6d, 1s 9d, 2s. Very neat, Charles E. James, Broadway.	[146, 40, 292, 1708]
paragraph: Warner's Rust-proof Corsets. In the latest models, the bust is low and full. Flexible reinforcing above the waist is the result—the newest figure fashion. Perfect comfort with figure assurance.	[150, 1142, 287, 1189]
dateline: Sydney, March 10.	[394, 189, 449, 198]
byline: (Per Press Association.)	[501, 79, 572, 89]
received: (Received 11.0 a.m.)	[346, 180, 407, 190]
subhead: FROM ARCHBISHOP KELLY.	[326, 170, 427, 179]
pans-item: PRESERVING PANS—White Enamelled on Cast Iron, and Steven's White Enamelled. All sizes from 7s 6d.	[788, 532, 1110, 551]
byline: (Per Press Association.)	[341, 953, 412, 963]
wanted-ad: GIRL wanted for the Fancy and Haberdashery Department. Apply at once to R. D. Lowers, Economic, Stratford.	[616, 757, 779, 785]
hp-ross: H. P. ROSS.	[645, 511, 750, 532]
article-text: Butter.—The market is firm for New Zealand with good demand owing to the loss of the Turakina, but the market is quiet and prices slightly weaker for other butters. Choicest New Zealand per cwt. 127s, salted 120s; unsalted Australian 120s, Argentine 109s, Danish 133s, Siberian 120s. Cheese.—The market is firm with improved demand for best quality. Average price for week for finest New Zealand cheese per cwt. 61s 6d.	[150, 782, 287, 875]
subhead: DEATH OF A DRAY-DRIVER.	[486, 68, 587, 77]
sale-item: LADIES' DRESSES, in Silk, Serge, Muslin, from 5s 6d.	[616, 404, 779, 424]
